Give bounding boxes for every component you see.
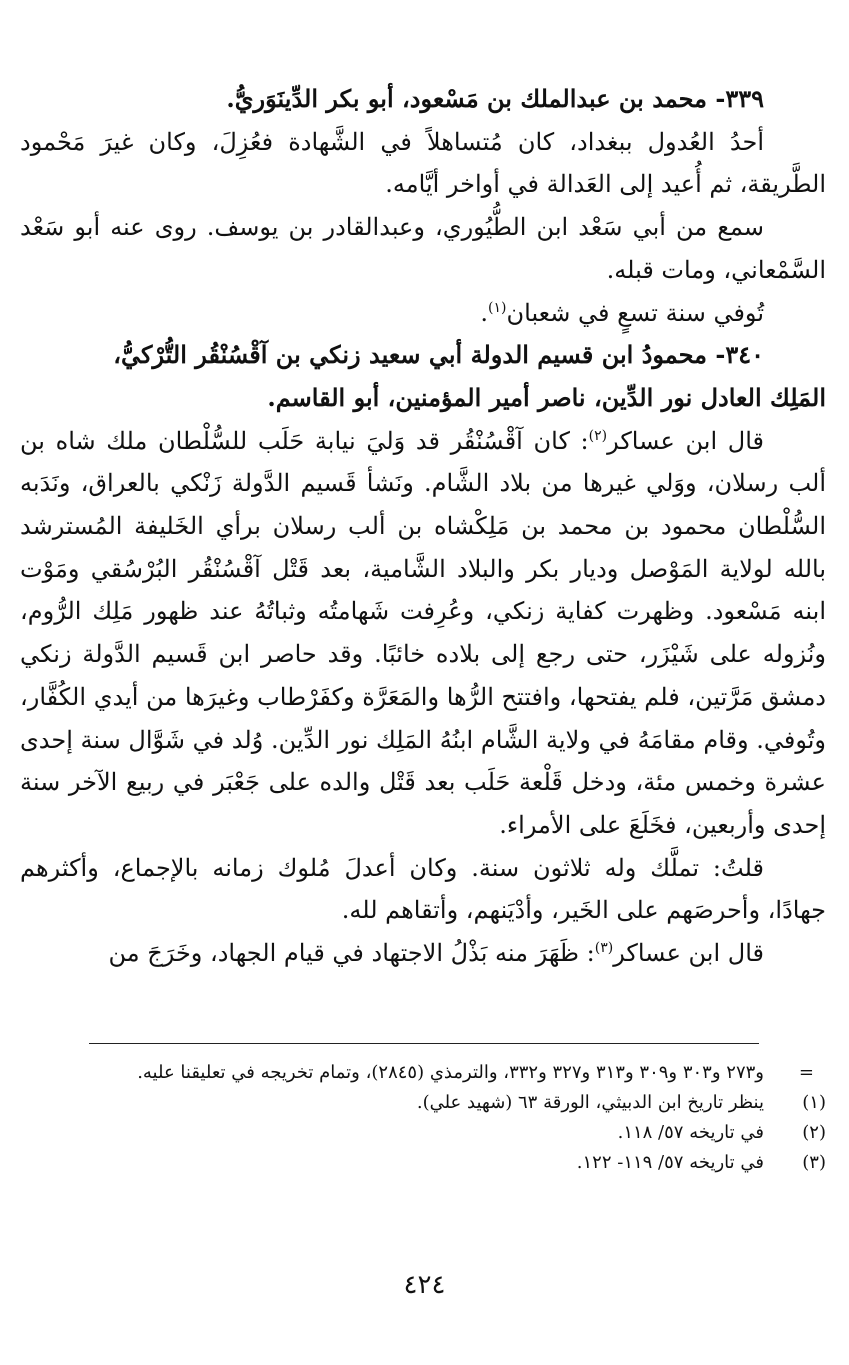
entry-340-paragraph-2: قلتُ: تملَّك وله ثلاثون سنة. وكان أعدلَ مُلوك زمانه بالإجماع، وأكثرهم جهادًا، وأحرصَهم على الخَير، وأدْيَنهم، وأتقاهم لله.: [20, 853, 826, 925]
entry-340-paragraph-3: [20, 932, 826, 975]
footnote-number: (١): [802, 1092, 826, 1113]
footnote-ref-3[interactable]: (٣): [594, 940, 614, 957]
footnote-item: [12, 1118, 826, 1148]
footnote-number: (٣): [802, 1152, 826, 1173]
footnote-ref-1[interactable]: (١): [488, 299, 507, 316]
death-text: تُوفي سنة تسعٍ في شعبان: [506, 298, 764, 327]
footnote-continuation: [12, 1058, 826, 1088]
footnote-separator: [89, 1043, 759, 1044]
footnote-text: في تاريخه ٥٧/ ١١٨.: [617, 1122, 764, 1143]
footnote-number: (٢): [802, 1122, 826, 1143]
quote-body: : كان آقْسُنْقُر قد وَليَ نيابة حَلَب للسُّلْطان ملك شاه بن ألب رسلان، ووَلي غيرها من بلاد الشَّام. ونَشأ قَسيم الدَّولة زَنْكي بالعراق، ونَدَبه السُّلْطان محمود بن محمد بن مَلِكْشاه بن ألب رسلان برأي الخَليفة المُسترشد بالله لولاية المَوْصل وديار بكر والبلاد الشَّامية، بعد قَتْل آقْسُنْقُر البُرْسُقي ومَوْت ابنه مَسْعود. وظهرت كفاية زنكي، وعُرِفت شَهامتُه وثباتُهُ عند ظهور مَلِك الرُّوم، ونُزوله على شَيْزَر، حتى رجع إلى بلاده خائبًا. وقد حاصر ابن قَسيم الدَّولة زنكي دمشق مَرَّتين، فلم يفتحها، وافتتح الرُّها والمَعَرَّة وكفَرْطاب وغيرَها من أيدي الكُفَّار، وتُوفي. وقام مقامَهُ في ولاية الشَّام ابنُهُ المَلِك نور الدِّين. وُلد في شَوَّال سنة إحدى عشرة وخمس مئة، ودخل قَلْعة حَلَب بعد قَتْل والده على جَعْبَر في ربيع الآخر سنة إحدى وأربعين، فخَلَعَ على الأمراء.: [20, 426, 826, 839]
continuation-mark: =: [798, 1062, 814, 1083]
footnote-text: في تاريخه ٥٧/ ١١٩- ١٢٢.: [576, 1152, 764, 1173]
entry-339-paragraph-2: سمع من أبي سَعْد ابن الطُّيُوري، وعبدالقادر بن يوسف. روى عنه أبو سَعْد السَّمْعاني، ومات قبله.: [20, 213, 826, 284]
entry-339-death-line: [20, 292, 826, 335]
footnote-ref-2[interactable]: (٢): [588, 427, 608, 444]
quote-lead-2: قال ابن عساكر: [613, 939, 764, 968]
quote-body-2: : ظَهَرَ منه بَذْلُ الاجتهاد في قيام الجهاد، وخَرَجَ من: [108, 939, 595, 968]
footnote-item: [12, 1148, 826, 1178]
entry-heading-340-line-2: المَلِك العادل نور الدِّين، ناصر أمير المؤمنين، أبو القاسم.: [267, 382, 826, 412]
entry-340-paragraph-1: [20, 420, 826, 847]
page-number: ٤٢٤: [403, 1270, 446, 1300]
footnotes: [12, 1058, 826, 1178]
footnote-item: [12, 1088, 826, 1118]
death-end: .: [480, 298, 489, 327]
entry-heading-340-line-1: ٣٤٠- محمودُ ابن قسيم الدولة أبي سعيد زنكي بن آقْسُنْقُر التُّرْكيُّ،: [113, 340, 764, 370]
entry-heading-339: ٣٣٩- محمد بن عبدالملك بن مَسْعود، أبو بكر الدِّينَوَريُّ.: [226, 84, 764, 113]
continuation-text: و٢٧٣ و٣٠٣ و٣٠٩ و٣١٣ و٣٢٧ و٣٣٢، والترمذي (٢٨٤٥)، وتمام تخريجه في تعليقنا عليه.: [137, 1062, 764, 1083]
footnote-text: ينظر تاريخ ابن الدبيثي، الورقة ٦٣ (شهيد علي).: [416, 1092, 764, 1113]
quote-lead: قال ابن عساكر: [607, 426, 764, 455]
main-text: [20, 78, 826, 975]
entry-339-paragraph-1: أحدُ العُدول ببغداد، كان مُتساهلاً في الشَّهادة فعُزِلَ، وكان غيرَ مَحْمود الطَّريقة، ثم أُعيد إلى العَدالة في أواخر أيَّامه.: [20, 127, 826, 199]
